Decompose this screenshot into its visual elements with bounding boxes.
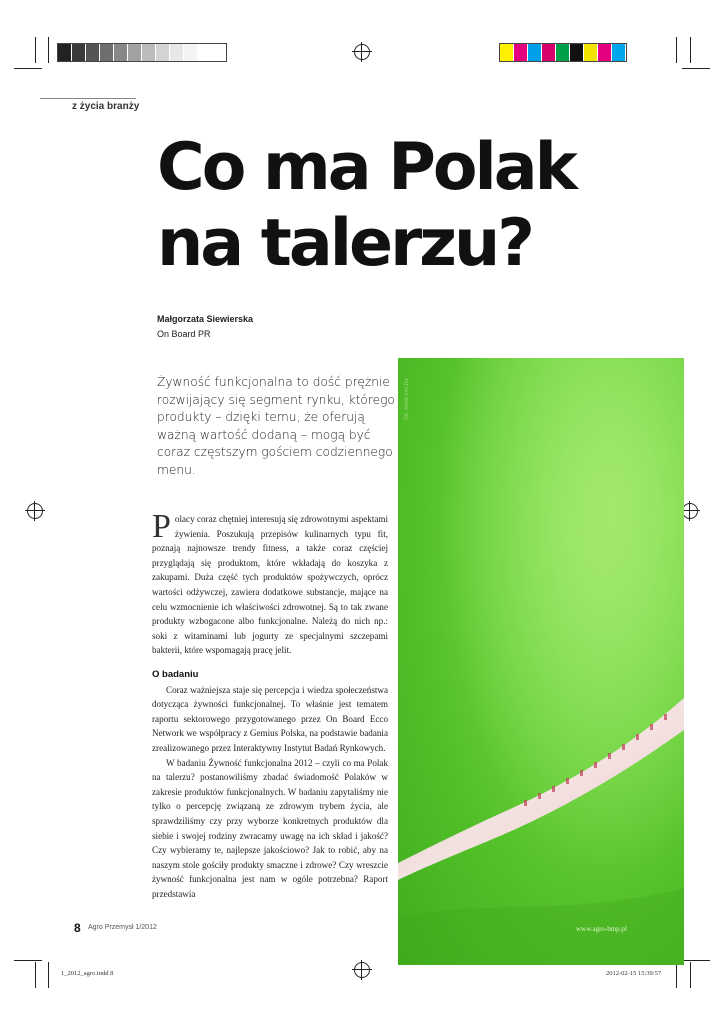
color-swatch — [556, 44, 570, 61]
crop-mark — [35, 962, 36, 988]
crop-mark — [676, 962, 677, 988]
color-swatch — [598, 44, 612, 61]
section-rule — [40, 98, 136, 99]
gray-swatch — [72, 44, 86, 61]
gray-swatch — [212, 44, 226, 61]
crop-mark — [14, 960, 42, 961]
body-paragraph: Coraz ważniejsza staje się percepcja i wiedza społeczeństwa dotycząca żywności funkcjonalnej. To właśnie jest tematem raportu sektorowego przygotowanego przez On Board Ecco Network we współpracy z Gemius Polska, na podstawie badania zrealizowanego przez Interaktywny Instytut Badań Rynkowych. — [152, 684, 388, 753]
crop-mark — [48, 962, 49, 988]
grayscale-bar — [57, 43, 227, 62]
gray-swatch — [142, 44, 156, 61]
body-paragraph: W badaniu Żywność funkcjonalna 2012 – czyli co ma Polak na talerzu? postanowiliśmy zbadać świadomość Polaków w zakresie produktów funkcjonalnych. W badaniu zapytaliśmy nie tylko o percepcję związaną ze zdrowym trybem życia, ale sprawdziliśmy czy przy wyborze konkretnych produktów dla siebie i swojej rodziny zwracamy uwagę na ich skład i jakość? Czy wybieramy te, najlepsze jakościowo? Jak to robić, aby na naszym stole gościły produkty smaczne i zdrowe? Czy wreszcie żywność funkcjonalna jest nam w ogóle potrzebna? Raport przedstawia — [152, 757, 388, 899]
date-slug: 2012-02-15 15:39:57 — [606, 970, 662, 977]
crop-mark — [690, 37, 691, 63]
color-swatch — [500, 44, 514, 61]
file-slug: 1_2012_agro.indd 8 — [61, 970, 114, 977]
color-swatch — [528, 44, 542, 61]
registration-mark-icon — [354, 44, 370, 60]
lead-paragraph: Żywność funkcjonalna to dość prężnie rozwijający się segment rynku, którego produkty – dzięki temu, że oferują ważną wartość dodaną – mogą być coraz częstszym gościem codziennego menu. — [157, 375, 395, 477]
gray-swatch — [86, 44, 100, 61]
gray-swatch — [170, 44, 184, 61]
color-swatch — [570, 44, 584, 61]
author-company: On Board PR — [157, 329, 211, 339]
body-intro — [152, 508, 388, 658]
color-swatch — [514, 44, 528, 61]
website-url: www.agro-bmp.pl — [576, 925, 627, 933]
crop-mark — [35, 37, 36, 63]
crop-mark — [682, 960, 710, 961]
photo — [398, 358, 684, 965]
author-name: Małgorzata Siewierska — [157, 314, 254, 324]
photo-credit: fot. www.sxc.hu — [404, 378, 410, 420]
intro-text: olacy coraz chętniej interesują się zdrowotnymi aspektami żywienia. Poszukują przepisów kulinarnych typu fit, poznają najnowsze trendy fitness, a także coraz częściej przyglądają się produktom, które wkładają do koszyka z zakupami. Duża część tych produktów spożywczych, oprócz wartości odżywczej, zawiera dodatkowe substancje, mające na celu wzmocnienie ich właściwości zdrowotnej. Są to tak zwane produkty wzbogacone albo funkcjonalne. Należą do nich np.: soki z witaminami lub jogurty ze specjalnymi szczepami bakterii, które wspomagają pracę jelit. — [152, 514, 388, 656]
gray-swatch — [184, 44, 198, 61]
gray-swatch — [156, 44, 170, 61]
registration-mark-icon — [682, 503, 698, 519]
crop-mark — [676, 37, 677, 63]
magazine-issue: Agro Przemysł 1/2012 — [88, 924, 157, 931]
title-line: na talerzu? — [157, 206, 532, 281]
drop-cap: P — [152, 508, 171, 545]
gray-swatch — [58, 44, 72, 61]
registration-mark-icon — [27, 503, 43, 519]
section-label: z życia branży — [72, 101, 140, 112]
crop-mark — [682, 68, 710, 69]
gray-swatch — [128, 44, 142, 61]
color-swatch — [612, 44, 626, 61]
body-section — [152, 668, 388, 902]
crop-mark — [14, 68, 42, 69]
gray-swatch — [114, 44, 128, 61]
subheading: O badaniu — [152, 669, 199, 680]
gray-swatch — [198, 44, 212, 61]
color-swatch — [584, 44, 598, 61]
measuring-tape-image — [398, 358, 684, 965]
color-bar — [499, 43, 627, 62]
title-line: Co ma Polak — [157, 130, 575, 205]
color-swatch — [542, 44, 556, 61]
article-title — [157, 130, 575, 282]
page-number: 8 — [74, 921, 81, 935]
gray-swatch — [100, 44, 114, 61]
crop-mark — [48, 37, 49, 63]
registration-mark-icon — [354, 962, 370, 978]
crop-mark — [690, 962, 691, 988]
